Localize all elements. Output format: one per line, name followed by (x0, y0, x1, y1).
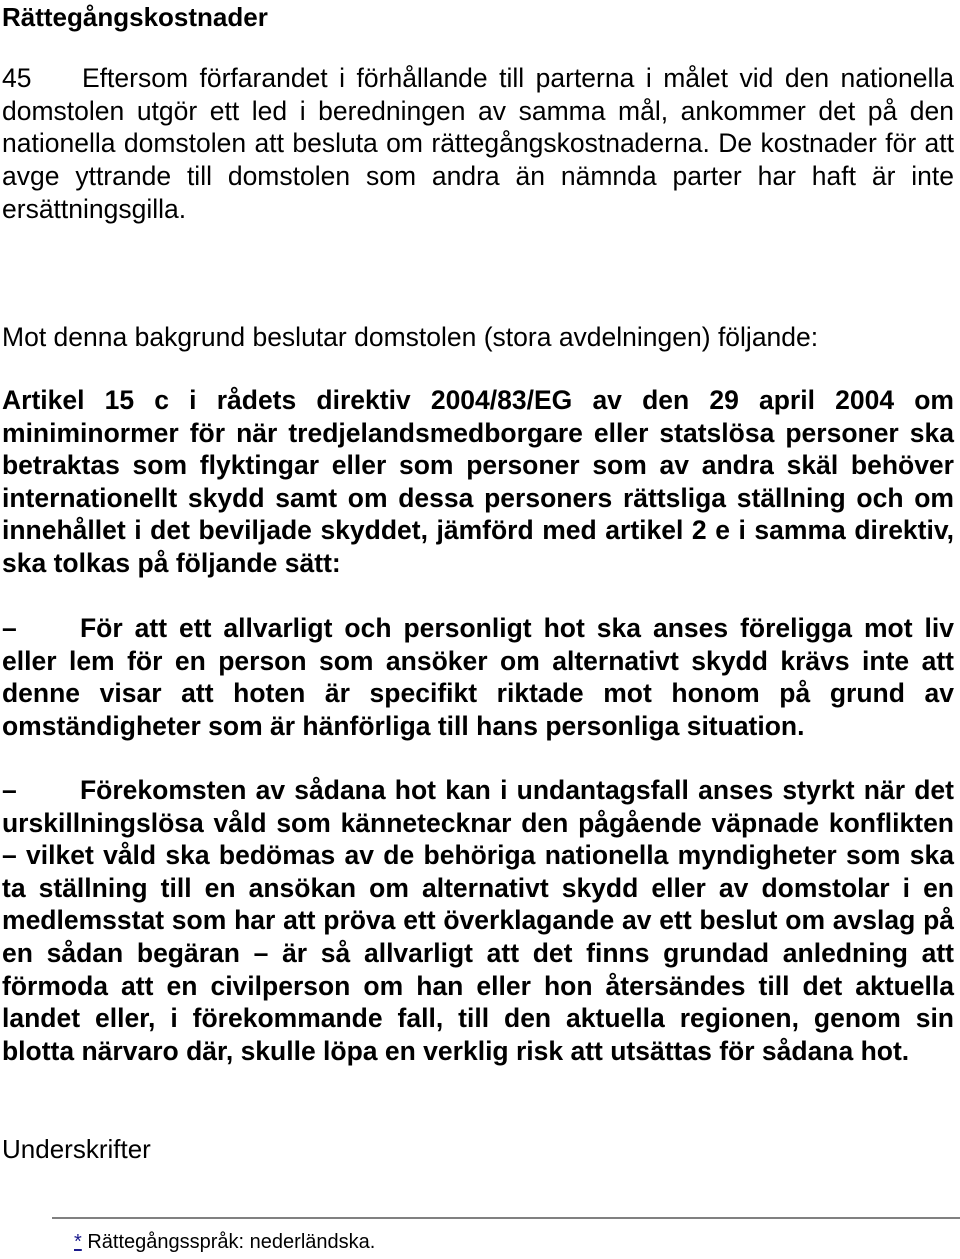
footnote (74, 1230, 375, 1254)
signatures: Underskrifter (2, 1134, 151, 1164)
paragraph-number: 45 (2, 63, 32, 93)
ruling-main: Artikel 15 c i rådets direktiv 2004/83/EG av den 29 april 2004 om miniminormer för när tredjelandsmedborgare eller statslösa personer ska betraktas som flyktingar eller som personer som av andra skäl behöver internationellt skydd samt om dessa personers rättsliga ställning och om innehållet i det beviljade skyddet, jämförd med artikel 2 e i samma direktiv, ska tolkas på följande sätt: (2, 385, 954, 578)
paragraph-45 (2, 62, 954, 226)
ruling-point-text: Förekomsten av sådana hot kan i undantagsfall anses styrkt när det urskillningslösa våld som kännetecknar den pågående väpnade konflikten – vilket våld ska bedömas av de behöriga nationella myndigheter som ska ta ställning till en ansökan om alternativt skydd eller av domstolar i en medlemsstat som har att pröva ett överklagande av ett beslut om avslag på en sådan begäran – är så allvarligt att det finns grundad anledning att förmoda att en civilperson om han eller hon återsändes till det aktuella landet eller, i förekommande fall, till den aktuella regionen, genom sin blotta närvaro där, skulle löpa en verklig risk att utsättas för sådana hot. (2, 775, 954, 1066)
dash-marker: – (2, 613, 17, 643)
section-heading: Rättegångskostnader (2, 2, 268, 32)
ruling-point-1 (2, 612, 954, 742)
ruling-point-2 (2, 774, 954, 1067)
dash-marker: – (2, 775, 17, 805)
footnote-divider (52, 1217, 960, 1219)
footnote-text: Rättegångsspråk: nederländska. (81, 1231, 376, 1253)
paragraph-text: Eftersom förfarandet i förhållande till parterna i målet vid den nationella domstolen utgör ett led i beredningen av samma mål, ankommer det på den nationella domstolen att besluta om rättegångskostnaderna. De kostnader för att avge yttrande till domstolen som andra än nämnda parter har haft är inte ersättningsgilla. (2, 63, 954, 224)
footnote-link[interactable]: * (74, 1231, 82, 1253)
ruling-intro: Mot denna bakgrund beslutar domstolen (stora avdelningen) följande: (2, 322, 819, 352)
ruling-point-text: För att ett allvarligt och personligt hot ska anses föreligga mot liv eller lem för en person som ansöker om alternativt skydd krävs inte att denne visar att hoten är specifikt riktade mot honom på grund av omständigheter som är hänförliga till hans personliga situation. (2, 613, 954, 741)
